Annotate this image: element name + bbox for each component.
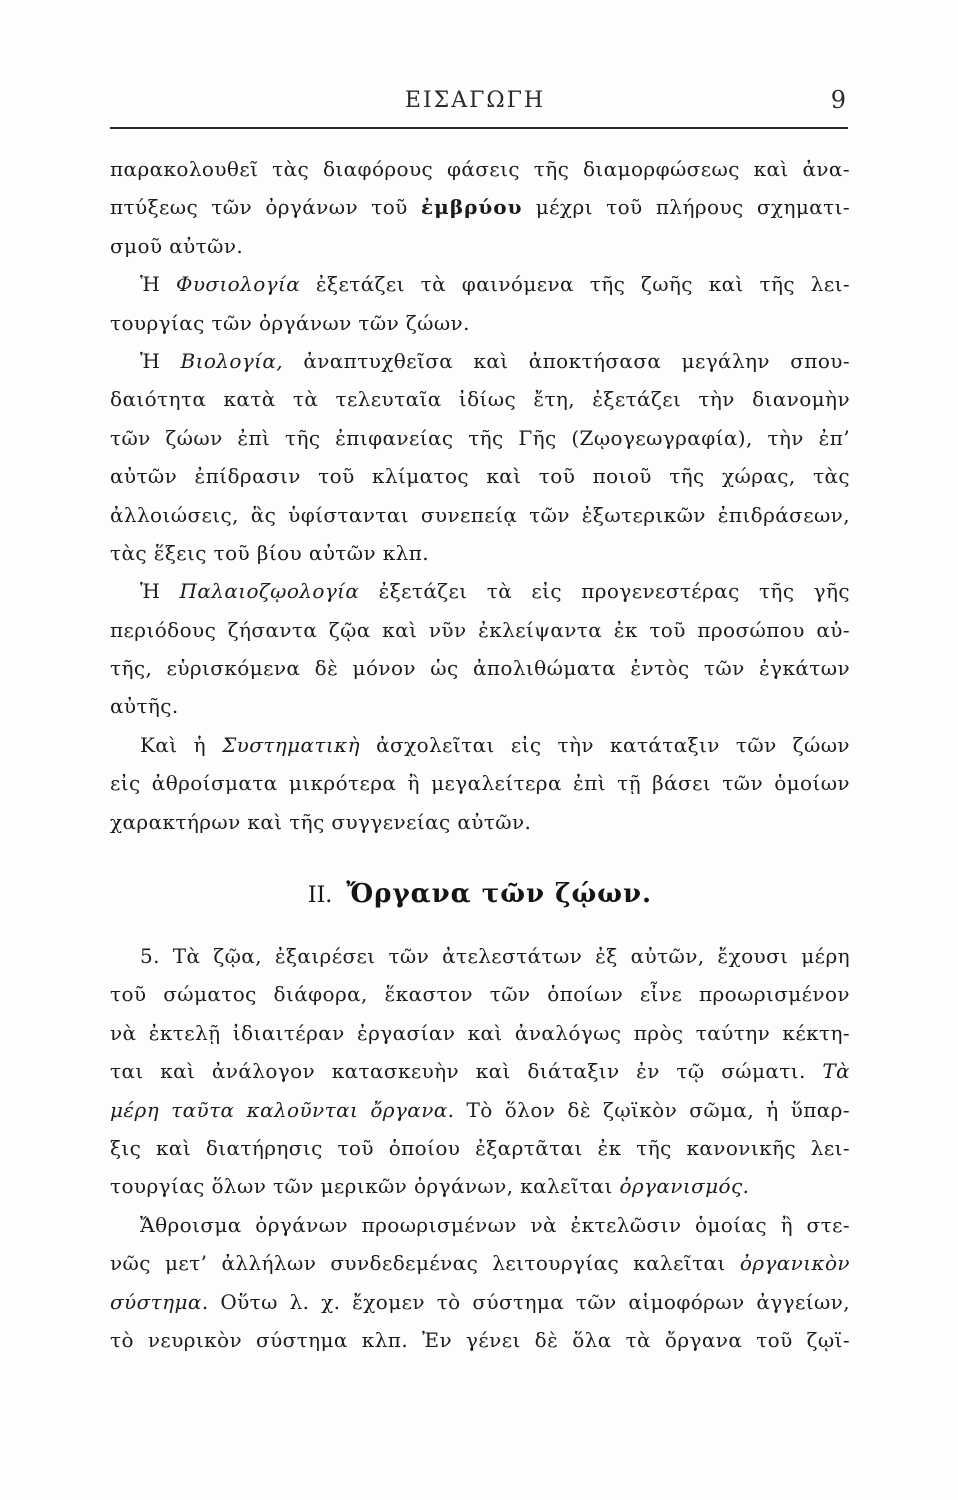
body-text	[110, 150, 850, 1359]
text-line: σύστημα. Οὕτω λ. χ. ἔχομεν τὸ σύστημα τῶν αἱμοφόρων ἀγγείων,	[110, 1289, 850, 1314]
emphasis-term: ἐμβρύου	[421, 195, 523, 220]
text-line: περιόδους ζήσαντα ζῷα καὶ νῦν ἐκλείψαντα ἐκ τοῦ προσώπου αὐ-	[110, 617, 850, 642]
text-line: πτύξεως τῶν ὀργάνων τοῦ ἐμβρύου μέχρι τοῦ πλήρους σχηματι-	[110, 195, 850, 220]
text-line: τουργίας ὅλων τῶν μερικῶν ὀργάνων, καλεῖται ὀργανισμός.	[110, 1174, 750, 1199]
italic-term: Τὰ	[822, 1059, 850, 1084]
italic-term: Συστηματικὴ	[222, 732, 360, 757]
text-line: νῶς μετ’ ἀλλήλων συνδεδεμένας λειτουργίας καλεῖται ὀργανικὸν	[110, 1251, 850, 1276]
text-line: παρακολουθεῖ τὰς διαφόρους φάσεις τῆς διαμορφώσεως καὶ ἀνα-	[110, 157, 850, 181]
text-line: αὐτῶν ἐπίδρασιν τοῦ κλίματος καὶ τοῦ ποιοῦ τῆς χώρας, τὰς	[110, 464, 850, 489]
italic-term: Φυσιολογία	[176, 272, 301, 297]
text-line: Ἄθροισμα ὀργάνων προωρισμένων νὰ ἐκτελῶσιν ὁμοίας ἢ στε-	[140, 1212, 850, 1237]
text-line: Καὶ ἡ Συστηματικὴ ἀσχολεῖται εἰς τὴν κατάταξιν τῶν ζώων	[140, 732, 850, 757]
section-number: ΙΙ.	[307, 883, 333, 909]
text-line: τῶν ζώων ἐπὶ τῆς ἐπιφανείας τῆς Γῆς (Ζῳογεωγραφία), τὴν ἐπ’	[110, 425, 850, 450]
text-line: τουργίας τῶν ὀργάνων τῶν ζώων.	[110, 310, 470, 335]
running-title: ΕΙΣΑΓΩΓΗ	[404, 88, 546, 113]
text-line: τὸ νευρικὸν σύστημα κλπ. Ἐν γένει δὲ ὅλα τὰ ὄργανα τοῦ ζῳϊ-	[110, 1327, 850, 1352]
text-line: νὰ ἐκτελῇ ἰδιαιτέραν ἐργασίαν καὶ ἀναλόγως πρὸς ταύτην κέκτη-	[110, 1020, 850, 1045]
italic-term: μέρη ταῦτα καλοῦνται ὄργανα.	[110, 1097, 455, 1122]
text-line: χαρακτήρων καὶ τῆς συγγενείας αὐτῶν.	[110, 809, 532, 834]
text-line: μέρη ταῦτα καλοῦνται ὄργανα. Τὸ ὅλον δὲ ζῳϊκὸν σῶμα, ἡ ὕπαρ-	[110, 1097, 850, 1122]
italic-term: ὀργανικὸν	[739, 1251, 850, 1276]
text-line: τὰς ἕξεις τοῦ βίου αὐτῶν κλπ.	[110, 540, 430, 565]
text-line: Ἡ Βιολογία, ἀναπτυχθεῖσα καὶ ἀποκτήσασα μεγάλην σπου-	[140, 348, 850, 373]
italic-term: Βιολογία,	[180, 348, 284, 373]
text-line: ξις καὶ διατήρησις τοῦ ὁποίου ἐξαρτᾶται ἐκ τῆς κανονικῆς λει-	[110, 1135, 850, 1160]
spacer	[110, 925, 850, 937]
text-line: αὐτῆς.	[110, 694, 179, 719]
text-line: 5. Τὰ ζῷα, ἐξαιρέσει τῶν ἀτελεστάτων ἐξ αὐτῶν, ἔχουσι μέρη	[140, 944, 850, 969]
page-number: 9	[830, 86, 846, 114]
italic-term: σύστημα.	[110, 1289, 209, 1314]
text-line: ἀλλοιώσεις, ἃς ὑφίστανται συνεπείᾳ τῶν ἐξωτερικῶν ἐπιδράσεων,	[110, 502, 850, 527]
text-line: ται καὶ ἀνάλογον κατασκευὴν καὶ διάταξιν ἐν τῷ σώματι. Τὰ	[110, 1059, 850, 1084]
text-line: Ἡ Παλαιοζῳολογία ἐξετάζει τὰ εἰς προγενεστέρας τῆς γῆς	[140, 579, 850, 604]
text-line: τῆς, εὑρισκόμενα δὲ μόνον ὡς ἀπολιθώματα ἐντὸς τῶν ἐγκάτων	[110, 656, 850, 681]
text-line: τοῦ σώματος διάφορα, ἕκαστον τῶν ὁποίων εἶνε προωρισμένον	[110, 982, 850, 1007]
header-rule	[110, 127, 848, 129]
text-line: Ἡ Φυσιολογία ἐξετάζει τὰ φαινόμενα τῆς ζωῆς καὶ τῆς λει-	[140, 272, 850, 297]
italic-term: Παλαιοζῳολογία	[179, 579, 360, 604]
running-head	[110, 82, 846, 122]
text-line: εἰς ἀθροίσματα μικρότερα ἢ μεγαλείτερα ἐπὶ τῇ βάσει τῶν ὁμοίων	[110, 771, 850, 796]
text-line: σμοῦ αὐτῶν.	[110, 233, 244, 258]
spacer	[110, 841, 850, 863]
section-title: Ὄργανα τῶν ζῴων.	[346, 879, 653, 910]
italic-term: ὀργανισμός.	[619, 1174, 750, 1199]
text-line: δαιότητα κατὰ τὰ τελευταῖα ἰδίως ἔτη, ἐξετάζει τὴν διανομὴν	[110, 387, 850, 412]
section-heading	[110, 863, 850, 925]
